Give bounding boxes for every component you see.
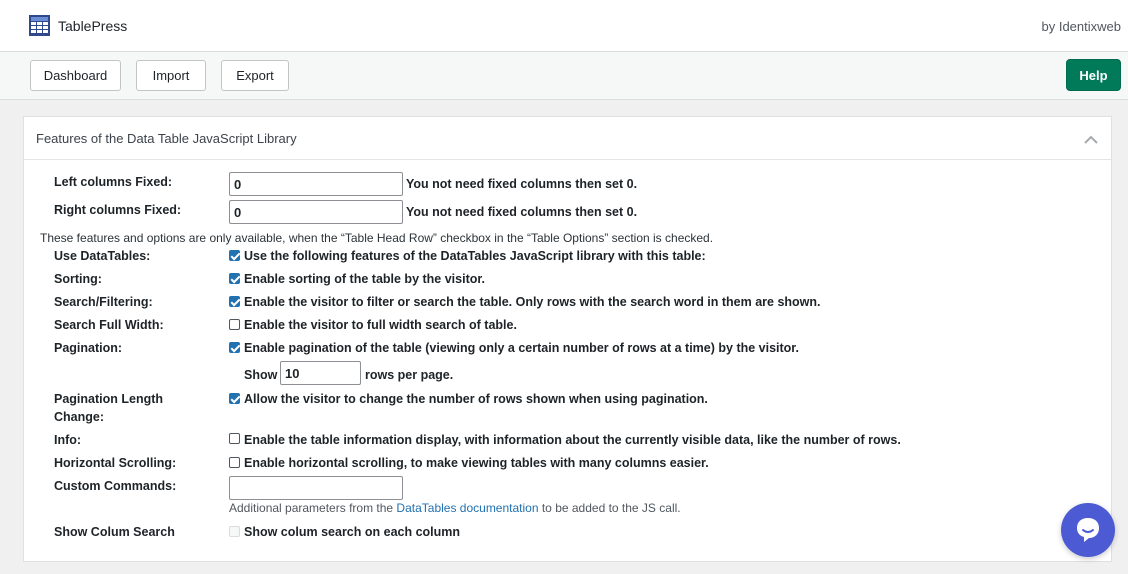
rows-per-page-suffix: rows per page.: [365, 368, 454, 382]
panel-header[interactable]: [24, 117, 1111, 160]
custom-commands-desc-after: to be added to the JS call.: [538, 501, 681, 515]
use-datatables-checkbox[interactable]: [229, 250, 240, 261]
sorting-text: Enable sorting of the table by the visitor.: [244, 272, 486, 286]
app-name: TablePress: [58, 18, 128, 34]
import-button[interactable]: Import: [136, 60, 206, 91]
top-bar: [0, 0, 1128, 52]
right-columns-input[interactable]: [229, 200, 403, 224]
help-button[interactable]: Help: [1066, 59, 1121, 91]
vendor-credit: by Identixweb: [1041, 19, 1121, 34]
pagination-text: Enable pagination of the table (viewing only a certain number of rows at a time) by the visitor.: [244, 341, 799, 355]
info-label: Info:: [54, 433, 82, 447]
dashboard-button[interactable]: Dashboard: [30, 60, 121, 91]
chat-bubble-icon: [1075, 516, 1101, 544]
nav-bar: [0, 52, 1128, 100]
rows-per-page-input[interactable]: [280, 361, 361, 385]
chevron-up-icon[interactable]: [1083, 133, 1099, 145]
table-grid-icon: [29, 15, 50, 36]
custom-commands-description: [229, 501, 681, 515]
sorting-label: Sorting:: [54, 272, 102, 286]
pagination-checkbox[interactable]: [229, 342, 240, 353]
horizontal-scrolling-label: Horizontal Scrolling:: [54, 456, 177, 470]
datatables-documentation-link[interactable]: DataTables documentation: [396, 501, 539, 515]
info-checkbox[interactable]: [229, 433, 240, 444]
pagination-length-label: [54, 390, 163, 426]
sorting-checkbox[interactable]: [229, 273, 240, 284]
use-datatables-label: Use DataTables:: [54, 249, 151, 263]
pagination-length-label-line2: Change:: [54, 410, 104, 424]
use-datatables-text: Use the following features of the DataTables JavaScript library with this table:: [244, 249, 706, 263]
info-text: Enable the table information display, with information about the currently visible data, like the number of rows.: [244, 433, 901, 447]
panel-title: Features of the Data Table JavaScript Library: [36, 131, 297, 146]
right-columns-hint: You not need fixed columns then set 0.: [406, 205, 638, 219]
search-filtering-checkbox[interactable]: [229, 296, 240, 307]
custom-commands-label: Custom Commands:: [54, 479, 177, 493]
chat-widget-button[interactable]: [1061, 503, 1115, 557]
table-head-row-note: These features and options are only available, when the “Table Head Row” checkbox in the “Table Options” section is checked.: [40, 231, 714, 245]
search-filtering-text: Enable the visitor to filter or search the table. Only rows with the search word in them are shown.: [244, 295, 821, 309]
left-columns-hint: You not need fixed columns then set 0.: [406, 177, 638, 191]
pagination-label: Pagination:: [54, 341, 123, 355]
export-button[interactable]: Export: [221, 60, 289, 91]
column-search-checkbox[interactable]: [229, 526, 240, 537]
custom-commands-input[interactable]: [229, 476, 403, 500]
search-full-width-text: Enable the visitor to full width search of table.: [244, 318, 517, 332]
column-search-text: Show colum search on each column: [244, 525, 461, 539]
horizontal-scrolling-checkbox[interactable]: [229, 457, 240, 468]
column-search-label: Show Colum Search: [54, 525, 175, 539]
horizontal-scrolling-text: Enable horizontal scrolling, to make viewing tables with many columns easier.: [244, 456, 709, 470]
right-columns-label: Right columns Fixed:: [54, 203, 182, 217]
custom-commands-desc-before: Additional parameters from the: [229, 501, 397, 515]
search-filtering-label: Search/Filtering:: [54, 295, 153, 309]
left-columns-label: Left columns Fixed:: [54, 175, 173, 189]
pagination-length-checkbox[interactable]: [229, 393, 240, 404]
show-rows-label: Show: [244, 368, 278, 382]
pagination-length-text: Allow the visitor to change the number of rows shown when using pagination.: [244, 392, 708, 406]
pagination-length-label-line1: Pagination Length: [54, 392, 164, 406]
left-columns-input[interactable]: [229, 172, 403, 196]
search-full-width-label: Search Full Width:: [54, 318, 164, 332]
search-full-width-checkbox[interactable]: [229, 319, 240, 330]
